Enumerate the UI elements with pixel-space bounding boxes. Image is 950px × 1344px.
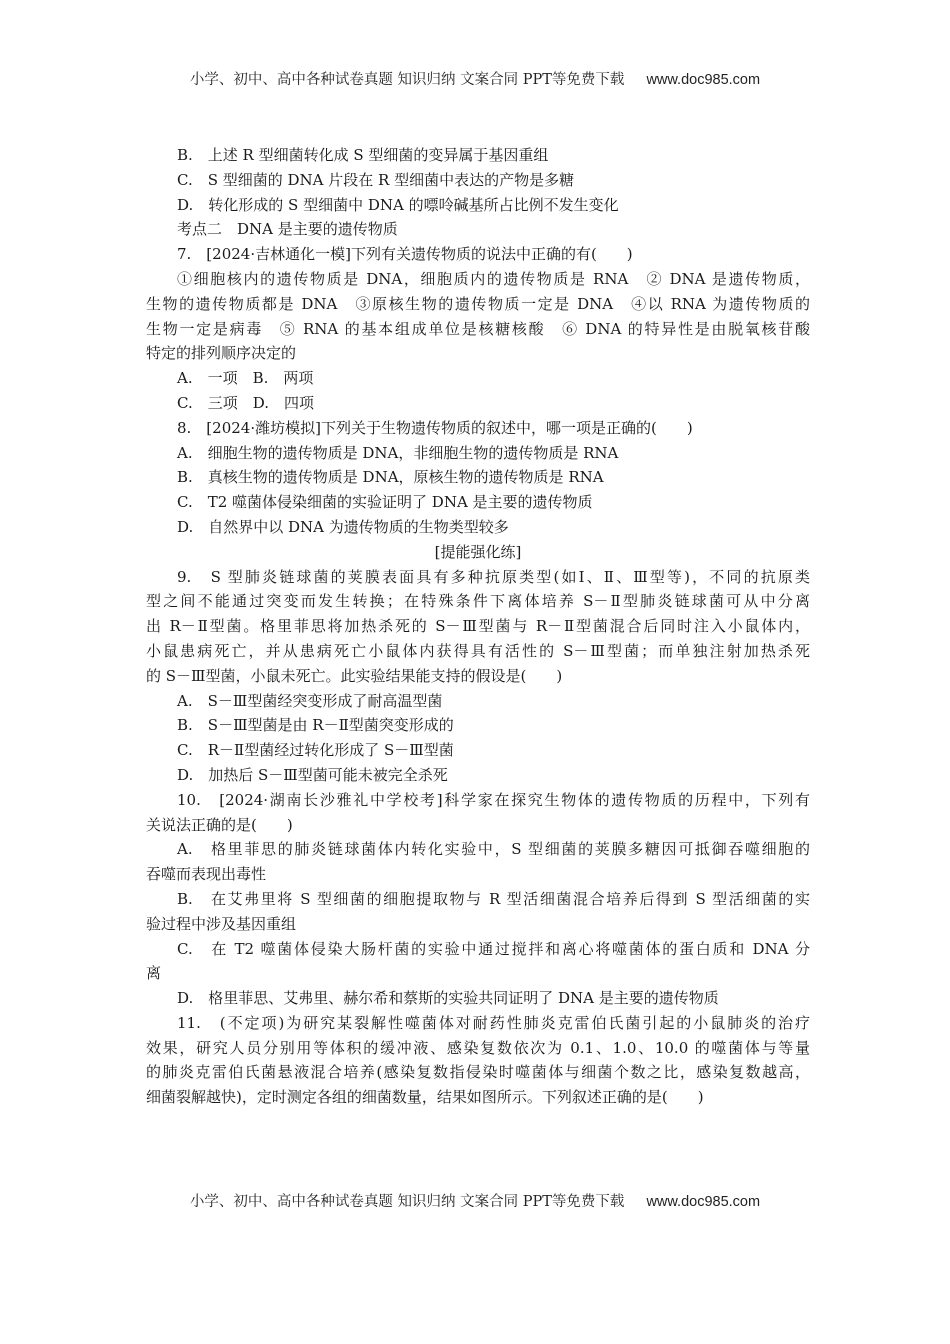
question-9-option-b: B. S－Ⅲ型菌是由 R－Ⅱ型菌突变形成的 — [177, 716, 454, 735]
question-10-option-c-line-1: C. 在 T2 噬菌体侵染大肠杆菌的实验中通过搅拌和离心将噬菌体的蛋白质和 DNA 分 — [177, 939, 810, 958]
option-6b: B. 上述 R 型细菌转化成 S 型细菌的变异属于基因重组 — [177, 146, 549, 164]
question-10-option-d: D. 格里菲思、艾弗里、赫尔希和蔡斯的实验共同证明了 DNA 是主要的遗传物质 — [177, 989, 719, 1008]
question-10-stem-line-1: 10. [2024·湖南长沙雅礼中学校考]科学家在探究生物体的遗传物质的历程中，下列有 — [177, 790, 810, 809]
question-8-stem: 8. [2024·潍坊模拟]下列关于生物遗传物质的叙述中，哪一项是正确的( ) — [177, 418, 693, 437]
question-11-stem-line-1: 11. (不定项)为研究某裂解性噬菌体对耐药性肺炎克雷伯氏菌引起的小鼠肺炎的治疗 — [177, 1013, 810, 1032]
question-8-option-c: C. T2 噬菌体侵染细菌的实验证明了 DNA 是主要的遗传物质 — [177, 493, 593, 512]
question-11-stem-line-4: 细菌裂解越快)，定时测定各组的细菌数量，结果如图所示。下列叙述正确的是( ) — [146, 1088, 704, 1107]
section-heading: 考点二 DNA 是主要的遗传物质 — [177, 220, 398, 239]
question-9-stem-line-1: 9. S 型肺炎链球菌的荚膜表面具有多种抗原类型(如Ⅰ、Ⅱ、Ⅲ型等)，不同的抗原类 — [177, 567, 810, 586]
page-header-banner — [0, 68, 950, 89]
page-footer-banner — [0, 1190, 950, 1211]
subsection-heading: [提能强化练] — [434, 542, 522, 561]
question-8-option-d: D. 自然界中以 DNA 为遗传物质的生物类型较多 — [177, 517, 509, 536]
question-10-option-a-line-1: A. 格里菲思的肺炎链球菌体内转化实验中，S 型细菌的荚膜多糖因可抵御吞噬细胞的 — [177, 840, 810, 859]
document-body — [146, 143, 810, 1110]
footer-text: 小学、初中、高中各种试卷真题 知识归纳 文案合同 PPT等免费下载 — [189, 1194, 625, 1210]
question-10-option-a-line-2: 吞噬而表现出毒性 — [146, 865, 267, 884]
question-9-stem-line-2: 型之间不能通过突变而发生转换；在特殊条件下离体培养 S－Ⅱ型肺炎链球菌可从中分离 — [146, 592, 810, 611]
header-text: 小学、初中、高中各种试卷真题 知识归纳 文案合同 PPT等免费下载 — [189, 72, 625, 88]
option-6c: C. S 型细菌的 DNA 片段在 R 型细菌中表达的产物是多糖 — [177, 170, 575, 189]
question-9-option-c: C. R－Ⅱ型菌经过转化形成了 S－Ⅲ型菌 — [177, 741, 454, 760]
question-7-statements-line-3: 生物一定是病毒 ⑤ RNA 的基本组成单位是核糖核酸 ⑥ DNA 的特异性是由脱氧核苷酸 — [146, 319, 810, 338]
question-11-stem-line-3: 的肺炎克雷伯氏菌悬液混合培养(感染复数指侵染时噬菌体与细菌个数之比，感染复数越高， — [146, 1063, 810, 1082]
question-7-stem: 7. [2024·吉林通化一模]下列有关遗传物质的说法中正确的有( ) — [177, 245, 633, 264]
footer-site-link[interactable]: www.doc985.com — [646, 1194, 761, 1210]
question-10-option-c-line-2: 离 — [146, 964, 162, 983]
question-7-statements-line-4: 特定的排列顺序决定的 — [146, 344, 297, 363]
question-11-stem-line-2: 效果，研究人员分别用等体积的缓冲液、感染复数依次为 0.1、1.0、10.0 的噬菌体与等量 — [146, 1038, 810, 1057]
question-9-stem-line-5: 的 S－Ⅲ型菌，小鼠未死亡。此实验结果能支持的假设是( ) — [146, 666, 563, 685]
question-8-option-a: A. 细胞生物的遗传物质是 DNA，非细胞生物的遗传物质是 RNA — [177, 443, 619, 462]
question-7-statements-line-2: 生物的遗传物质都是 DNA ③原核生物的遗传物质一定是 DNA ④以 RNA 为遗传物质的 — [146, 294, 810, 313]
header-site-link[interactable]: www.doc985.com — [646, 72, 761, 88]
question-10-option-b-line-1: B. 在艾弗里将 S 型细菌的细胞提取物与 R 型活细菌混合培养后得到 S 型活细菌的实 — [177, 889, 810, 908]
question-7-statements-line-1: ①细胞核内的遗传物质是 DNA，细胞质内的遗传物质是 RNA ② DNA 是遗传物质， — [177, 269, 810, 288]
question-10-option-b-line-2: 验过程中涉及基因重组 — [146, 914, 297, 933]
question-10-stem-line-2: 关说法正确的是( ) — [146, 815, 293, 834]
question-8-option-b: B. 真核生物的遗传物质是 DNA，原核生物的遗传物质是 RNA — [177, 468, 604, 487]
option-6d: D. 转化形成的 S 型细菌中 DNA 的嘌呤碱基所占比例不发生变化 — [177, 195, 619, 214]
question-7-options-cd: C. 三项 D. 四项 — [177, 393, 314, 412]
question-9-stem-line-3: 出 R－Ⅱ型菌。格里菲思将加热杀死的 S－Ⅲ型菌与 R－Ⅱ型菌混合后同时注入小鼠体内， — [146, 617, 810, 636]
question-9-option-d: D. 加热后 S－Ⅲ型菌可能未被完全杀死 — [177, 765, 448, 784]
question-9-stem-line-4: 小鼠患病死亡，并从患病死亡小鼠体内获得具有活性的 S－Ⅲ型菌；而单独注射加热杀死 — [146, 641, 810, 660]
question-9-option-a: A. S－Ⅲ型菌经突变形成了耐高温型菌 — [177, 691, 443, 710]
question-7-options-ab: A. 一项 B. 两项 — [177, 369, 314, 388]
